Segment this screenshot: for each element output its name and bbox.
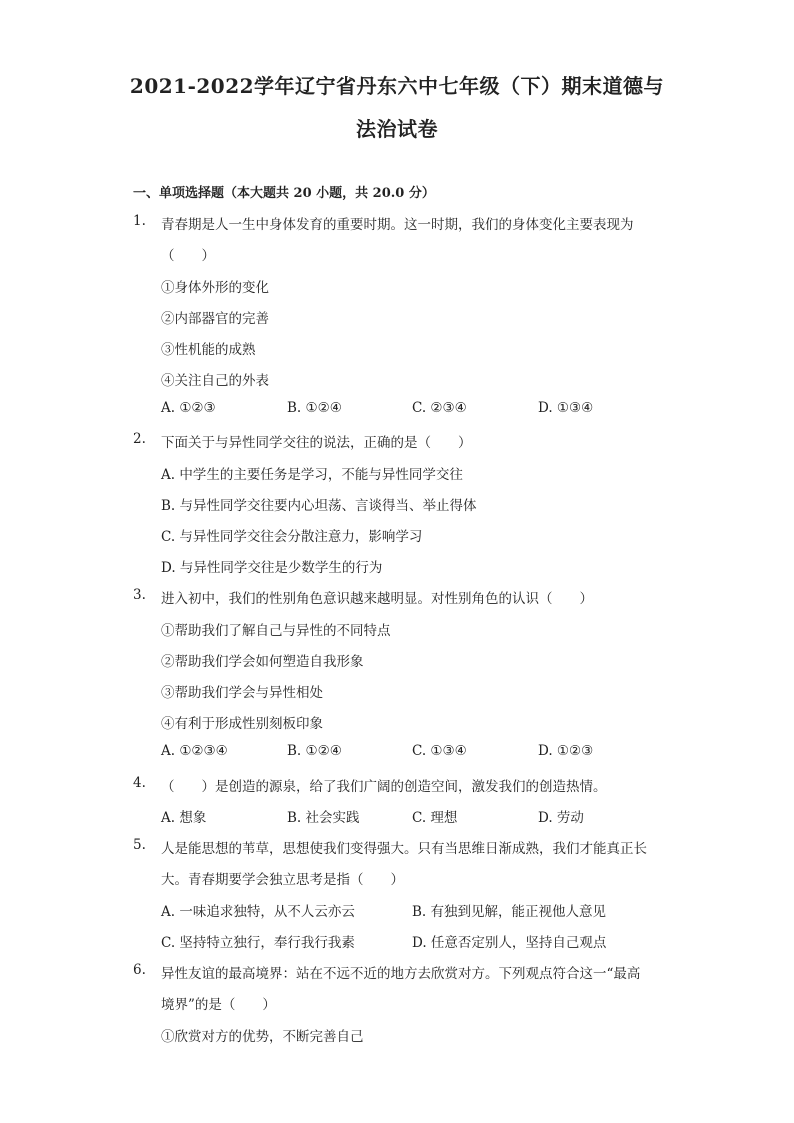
answer-option: C. 与异性同学交往会分散注意力，影响学习 (161, 529, 423, 545)
answer-option: D. 任意否定别人，坚持自己观点 (412, 935, 607, 951)
question-stem: 青春期是人一生中身体发育的重要时期。这一时期，我们的身体变化主要表现为 (161, 217, 634, 233)
question-stem: 大。青春期要学会独立思考是指（ ） (161, 872, 404, 888)
answer-option: B. 社会实践 (287, 810, 360, 826)
answer-option: A. ①②③ (161, 400, 216, 416)
answer-option: A. ①②③④ (161, 743, 228, 759)
question-number: 6. (133, 962, 146, 978)
question-number: 4. (133, 775, 146, 791)
answer-option: B. ①②④ (287, 400, 342, 416)
question-item: ④关注自己的外表 (161, 373, 269, 389)
answer-option: D. 劳动 (538, 810, 584, 826)
answer-option: A. 一味追求独特，从不人云亦云 (161, 904, 355, 920)
question-stem: （ ） (161, 248, 215, 264)
question-stem: 进入初中，我们的性别角色意识越来越明显。对性别角色的认识（ ） (161, 591, 593, 607)
question-stem: （ ）是创造的源泉，给了我们广阔的创造空间，激发我们的创造热情。 (161, 779, 607, 795)
answer-option: A. 想象 (161, 810, 207, 826)
section-heading: 一、单项选择题（本大题共 20 小题，共 20.0 分） (133, 186, 435, 201)
answer-option: D. 与异性同学交往是少数学生的行为 (161, 560, 383, 576)
question-stem: 境界”的是（ ） (161, 997, 276, 1013)
question-item: ③帮助我们学会与异性相处 (161, 685, 323, 701)
question-stem: 异性友谊的最高境界：站在不远不近的地方去欣赏对方。下列观点符合这一“最高 (161, 966, 641, 982)
answer-option: C. 理想 (412, 810, 458, 826)
question-stem: 人是能思想的苇草，思想使我们变得强大。只有当思维日渐成熟，我们才能真正长 (161, 841, 647, 857)
question-number: 5. (133, 837, 146, 853)
question-item: ①欣赏对方的优势，不断完善自己 (161, 1029, 364, 1045)
question-number: 1. (133, 213, 146, 229)
answer-option: D. ①③④ (538, 400, 594, 416)
question-number: 2. (133, 431, 146, 447)
answer-option: C. ②③④ (412, 400, 467, 416)
exam-title-line2: 法治试卷 (356, 117, 438, 141)
question-item: ①帮助我们了解自己与异性的不同特点 (161, 623, 391, 639)
answer-option: B. ①②④ (287, 743, 342, 759)
question-number: 3. (133, 587, 146, 603)
question-item: ③性机能的成熟 (161, 342, 256, 358)
question-item: ④有利于形成性别刻板印象 (161, 716, 323, 732)
answer-option: B. 与异性同学交往要内心坦荡、言谈得当、举止得体 (161, 498, 477, 514)
question-item: ①身体外形的变化 (161, 280, 269, 296)
exam-title-line1: 2021-2022学年辽宁省丹东六中七年级（下）期末道德与 (129, 74, 665, 98)
answer-option: C. 坚持特立独行，奉行我行我素 (161, 935, 355, 951)
answer-option: B. 有独到见解，能正视他人意见 (412, 904, 607, 920)
question-item: ②帮助我们学会如何塑造自我形象 (161, 654, 364, 670)
question-item: ②内部器官的完善 (161, 311, 269, 327)
answer-option: C. ①③④ (412, 743, 467, 759)
answer-option: A. 中学生的主要任务是学习，不能与异性同学交往 (161, 467, 463, 483)
answer-option: D. ①②③ (538, 743, 594, 759)
question-stem: 下面关于与异性同学交往的说法，正确的是（ ） (161, 435, 472, 451)
